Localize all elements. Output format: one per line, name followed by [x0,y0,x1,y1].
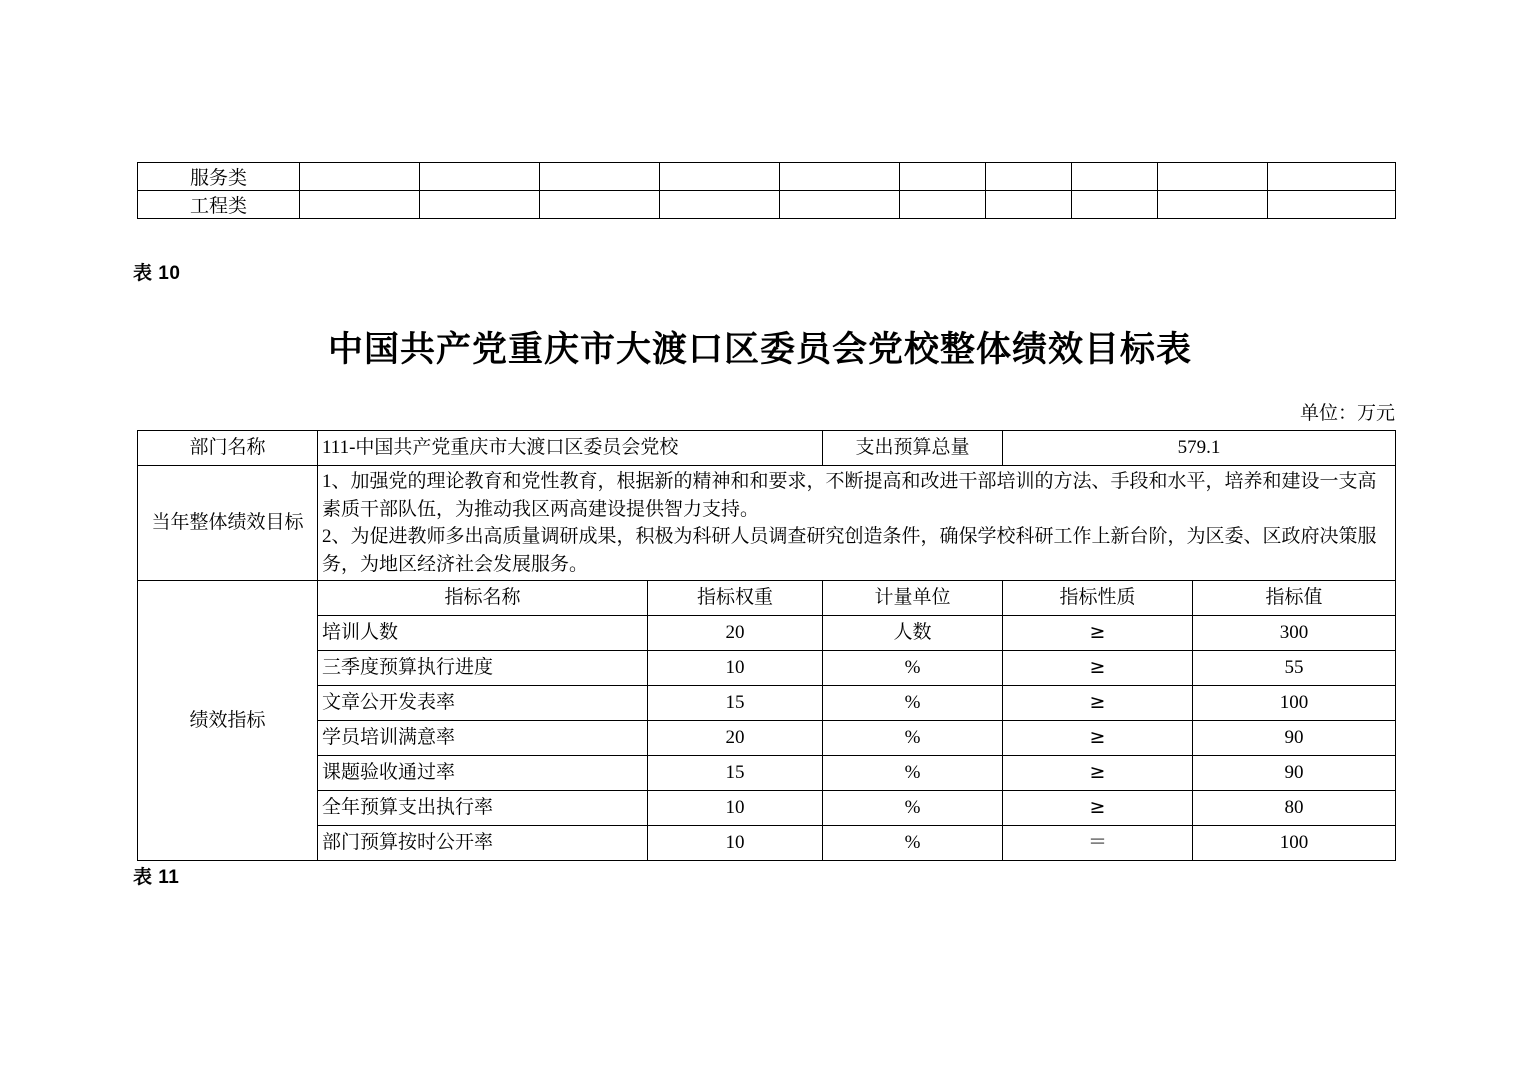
indicator-unit: % [823,686,1003,721]
annual-goal-label: 当年整体绩效目标 [138,466,318,581]
table-row [138,791,1396,826]
performance-goal-table [137,430,1396,861]
cell [1072,191,1158,219]
indicator-unit: % [823,756,1003,791]
annual-goal-paragraph-1: 1、加强党的理论教育和党性教育，根据新的精神和和要求，不断提高和改进干部培训的方法、手段和水平，培养和建设一支高素质干部队伍，为推动我区两高建设提供智力支持。 [322,471,1377,520]
table-11-label: 表 11 [133,867,180,888]
cell [300,163,420,191]
indicator-value: 90 [1193,721,1396,756]
cell [900,191,986,219]
cell [1158,191,1268,219]
table-row [138,686,1396,721]
indicator-name: 学员培训满意率 [318,721,648,756]
table-10-label: 表 10 [133,263,181,284]
budget-total-label: 支出预算总量 [823,431,1003,466]
col-header-indicator-name: 指标名称 [318,581,648,616]
col-header-indicator-unit: 计量单位 [823,581,1003,616]
dept-name-value: 111-中国共产党重庆市大渡口区委员会党校 [318,431,823,466]
indicator-weight: 10 [648,826,823,861]
col-header-indicator-nature: 指标性质 [1003,581,1193,616]
indicator-weight: 20 [648,616,823,651]
cell [780,163,900,191]
dept-name-label: 部门名称 [138,431,318,466]
indicator-value: 300 [1193,616,1396,651]
unit-note: 单位：万元 [1299,403,1395,424]
indicator-weight: 15 [648,686,823,721]
col-header-indicator-weight: 指标权重 [648,581,823,616]
indicator-weight: 10 [648,791,823,826]
table-row [138,191,1396,219]
indicator-value: 90 [1193,756,1396,791]
table-row [138,163,1396,191]
indicator-name: 培训人数 [318,616,648,651]
table-row [138,826,1396,861]
cell [986,163,1072,191]
cell [900,163,986,191]
table-row-annual-goal [138,466,1396,581]
indicator-nature: ≥ [1003,791,1193,826]
indicator-value: 100 [1193,826,1396,861]
indicator-value: 100 [1193,686,1396,721]
indicator-weight: 20 [648,721,823,756]
indicator-unit: % [823,826,1003,861]
indicator-nature: ≥ [1003,651,1193,686]
cell [660,191,780,219]
indicator-unit: % [823,791,1003,826]
cell [1268,191,1396,219]
indicator-value: 80 [1193,791,1396,826]
indicator-name: 部门预算按时公开率 [318,826,648,861]
indicator-weight: 15 [648,756,823,791]
indicator-section-label: 绩效指标 [138,581,318,861]
indicator-nature: ≥ [1003,686,1193,721]
indicator-nature: ≥ [1003,616,1193,651]
page-title: 中国共产党重庆市大渡口区委员会党校整体绩效目标表 [327,330,1192,369]
cell [1268,163,1396,191]
indicator-name: 全年预算支出执行率 [318,791,648,826]
continuation-table [137,162,1396,219]
row-label: 服务类 [138,163,300,191]
indicator-name: 课题验收通过率 [318,756,648,791]
table-row [138,756,1396,791]
table-row-department [138,431,1396,466]
annual-goal-text [318,466,1396,581]
indicator-name: 三季度预算执行进度 [318,651,648,686]
indicator-unit: % [823,721,1003,756]
cell [540,163,660,191]
table-row-indicator-header [138,581,1396,616]
indicator-nature: ≥ [1003,721,1193,756]
cell [420,191,540,219]
cell [1158,163,1268,191]
row-label: 工程类 [138,191,300,219]
indicator-unit: 人数 [823,616,1003,651]
cell [540,191,660,219]
cell [420,163,540,191]
table-row [138,721,1396,756]
indicator-weight: 10 [648,651,823,686]
table-row [138,616,1396,651]
cell [986,191,1072,219]
cell [300,191,420,219]
budget-total-value: 579.1 [1003,431,1396,466]
annual-goal-paragraph-2: 2、为促进教师多出高质量调研成果，积极为科研人员调查研究创造条件，确保学校科研工作上新台阶，为区委、区政府决策服务，为地区经济社会发展服务。 [322,526,1377,575]
indicator-nature: ≥ [1003,756,1193,791]
indicator-name: 文章公开发表率 [318,686,648,721]
table-row [138,651,1396,686]
indicator-value: 55 [1193,651,1396,686]
col-header-indicator-value: 指标值 [1193,581,1396,616]
indicator-unit: % [823,651,1003,686]
cell [660,163,780,191]
indicator-nature: ＝ [1003,826,1193,861]
cell [780,191,900,219]
cell [1072,163,1158,191]
